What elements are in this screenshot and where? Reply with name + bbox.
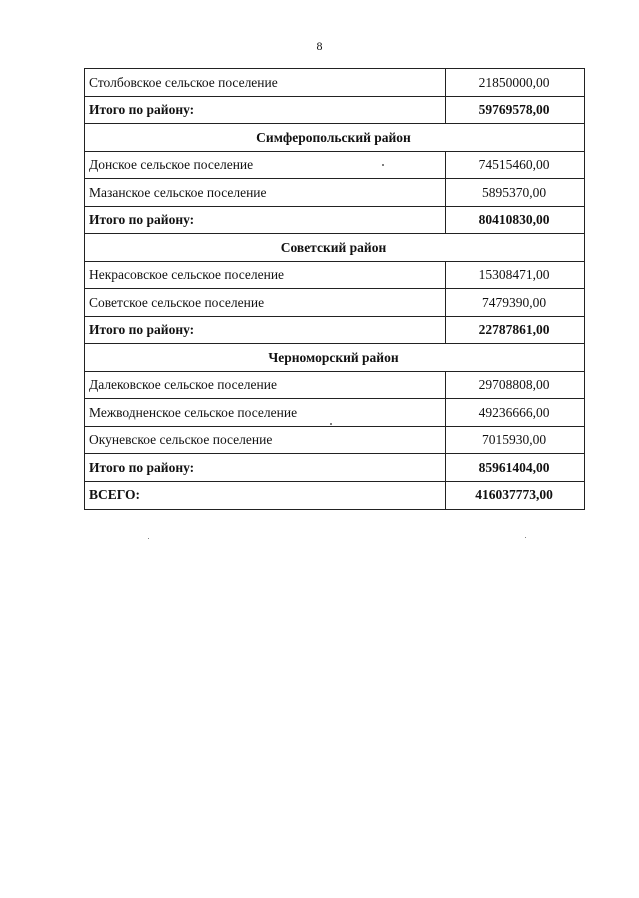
district-total-label: Итого по району: xyxy=(85,454,446,482)
settlement-name: Далековское сельское поселение xyxy=(85,371,446,399)
scan-speck xyxy=(148,538,149,539)
grand-total-label: ВСЕГО: xyxy=(85,481,446,509)
settlement-amount: 74515460,00 xyxy=(446,151,585,179)
district-total-amount: 80410830,00 xyxy=(446,206,585,234)
table-row xyxy=(85,426,585,454)
settlement-name: Мазанское сельское поселение xyxy=(85,179,446,207)
settlement-amount: 49236666,00 xyxy=(446,399,585,427)
settlement-name: Некрасовское сельское поселение xyxy=(85,261,446,289)
district-total-label: Итого по району: xyxy=(85,206,446,234)
settlement-amount: 29708808,00 xyxy=(446,371,585,399)
settlement-amount: 21850000,00 xyxy=(446,69,585,97)
table-row xyxy=(85,151,585,179)
table-row xyxy=(85,371,585,399)
district-header-row xyxy=(85,124,585,152)
settlement-amount: 7015930,00 xyxy=(446,426,585,454)
table-row xyxy=(85,179,585,207)
district-header-row xyxy=(85,234,585,262)
district-total-row xyxy=(85,96,585,124)
table-row xyxy=(85,261,585,289)
district-total-label: Итого по району: xyxy=(85,96,446,124)
table-row xyxy=(85,399,585,427)
settlement-name: Межводненское сельское поселение xyxy=(85,399,446,427)
district-total-row xyxy=(85,316,585,344)
settlement-name: Окуневское сельское поселение xyxy=(85,426,446,454)
settlement-name: Советское сельское поселение xyxy=(85,289,446,317)
district-total-row xyxy=(85,454,585,482)
district-name: Симферопольский район xyxy=(85,124,585,152)
grand-total-row xyxy=(85,481,585,509)
budget-table xyxy=(84,68,585,510)
scan-speck xyxy=(330,423,332,425)
settlement-name: Донское сельское поселение xyxy=(85,151,446,179)
settlement-name: Столбовское сельское поселение xyxy=(85,69,446,97)
district-total-amount: 59769578,00 xyxy=(446,96,585,124)
district-total-amount: 22787861,00 xyxy=(446,316,585,344)
table-row xyxy=(85,69,585,97)
district-header-row xyxy=(85,344,585,372)
district-total-row xyxy=(85,206,585,234)
district-name: Черноморский район xyxy=(85,344,585,372)
district-total-amount: 85961404,00 xyxy=(446,454,585,482)
district-name: Советский район xyxy=(85,234,585,262)
settlement-amount: 7479390,00 xyxy=(446,289,585,317)
page-number: 8 xyxy=(316,39,323,53)
table-row xyxy=(85,289,585,317)
settlement-amount: 5895370,00 xyxy=(446,179,585,207)
district-total-label: Итого по району: xyxy=(85,316,446,344)
scan-speck xyxy=(382,164,384,166)
settlement-amount: 15308471,00 xyxy=(446,261,585,289)
scan-speck xyxy=(525,537,526,538)
grand-total-amount: 416037773,00 xyxy=(446,481,585,509)
